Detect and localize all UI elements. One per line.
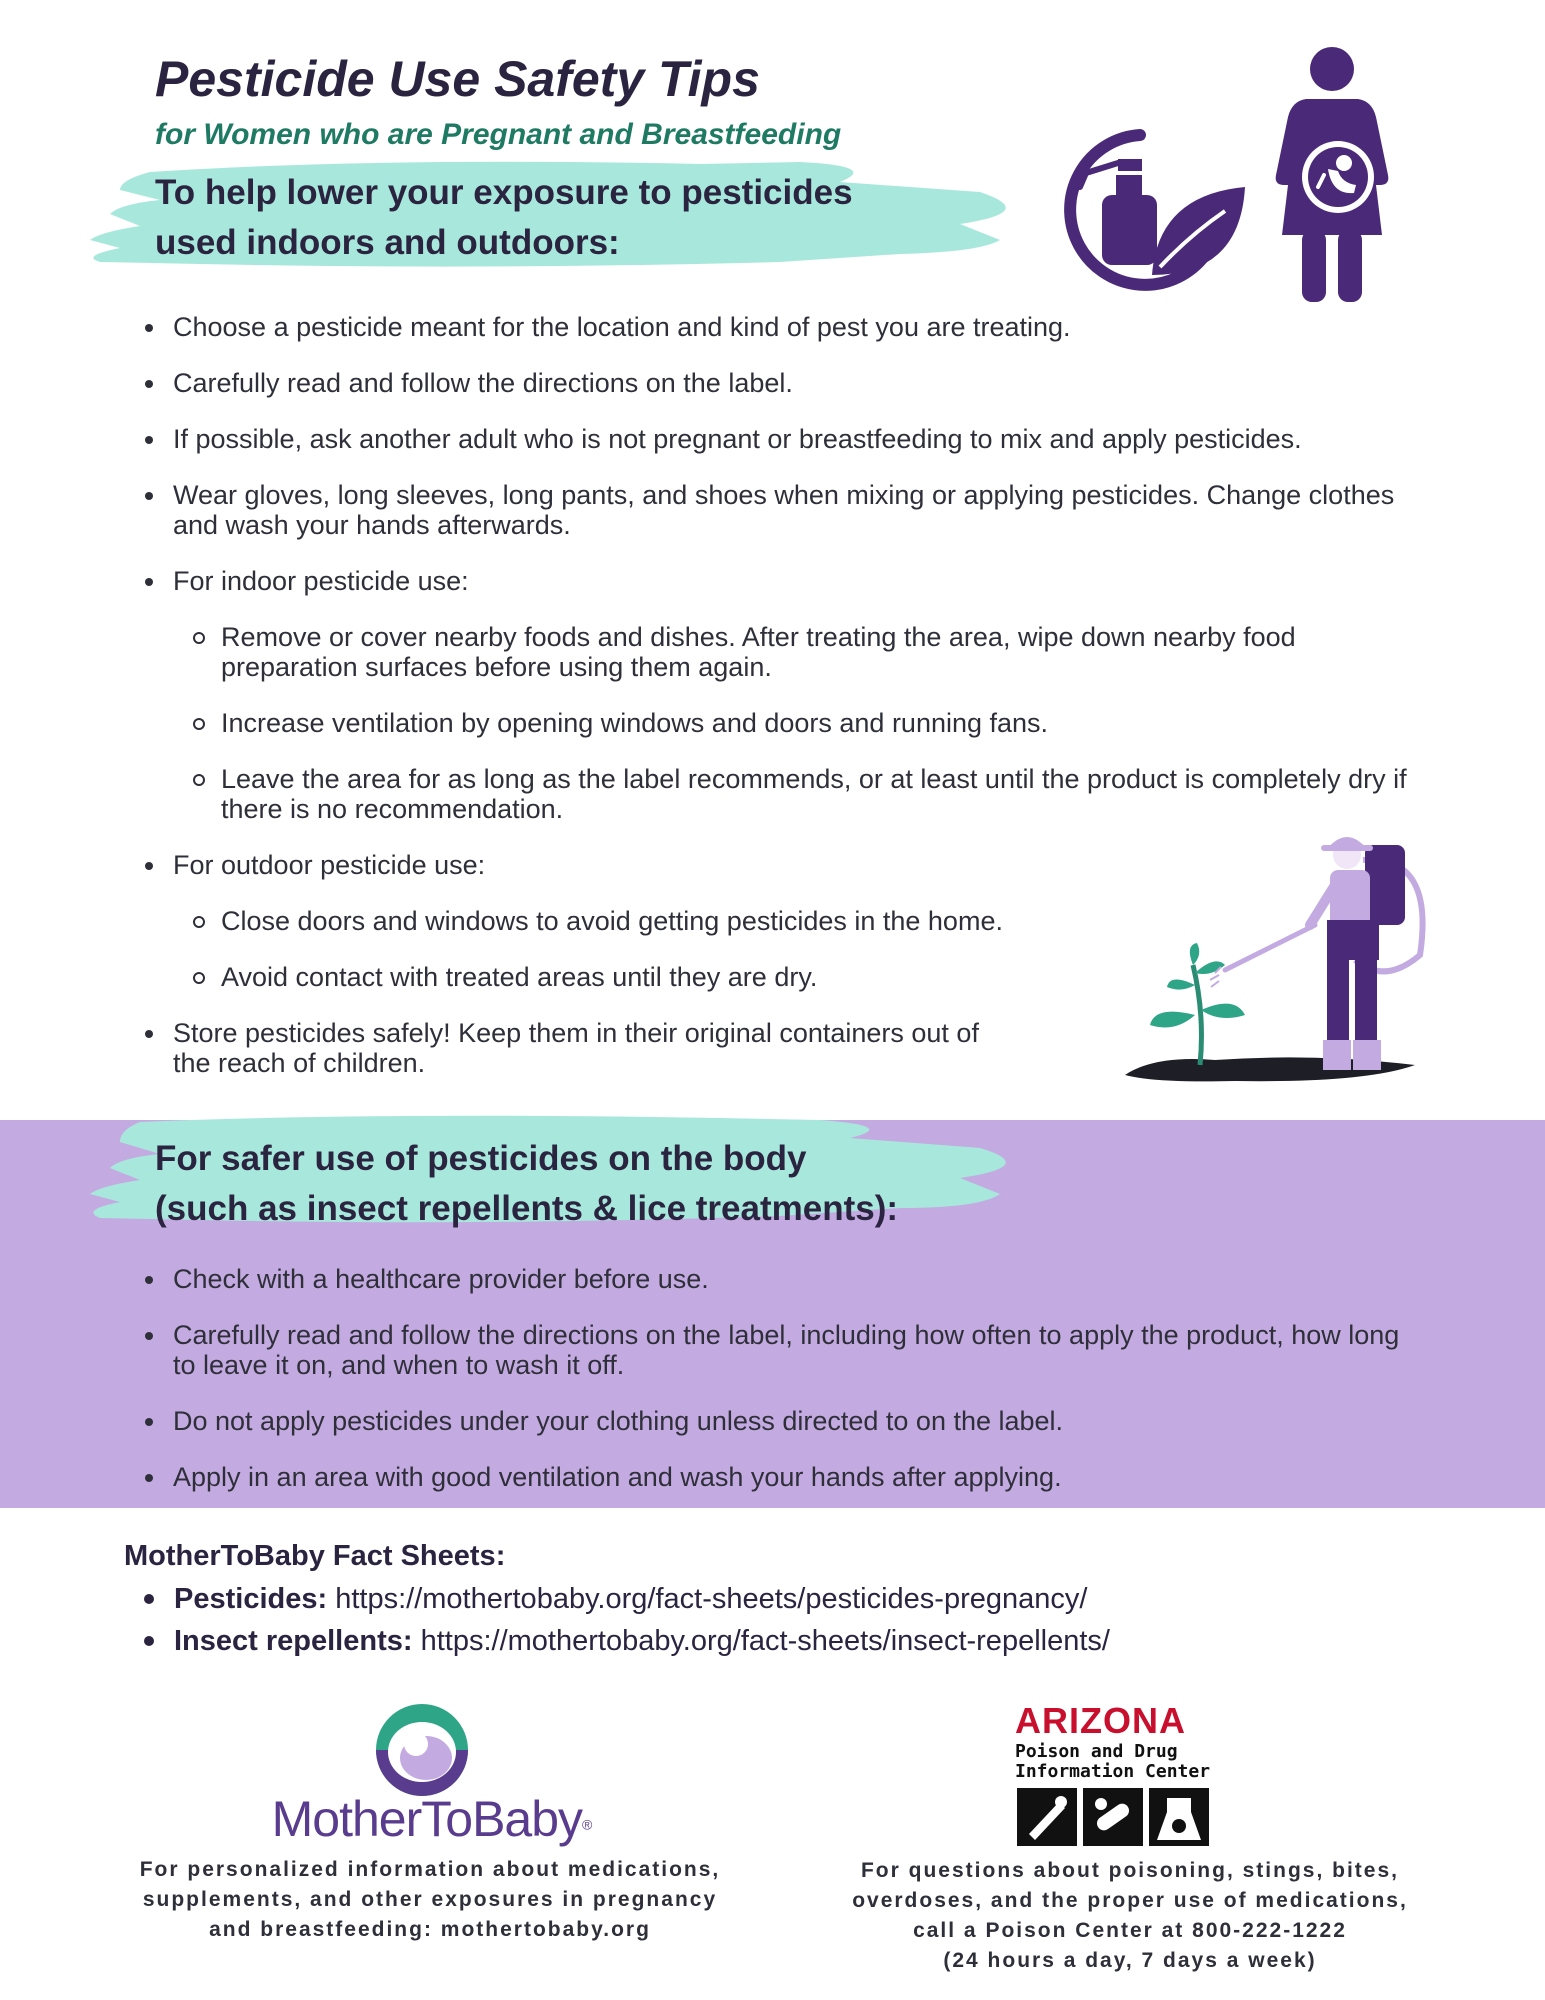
list-item: Do not apply pesticides under your clothing unless directed to on the label. — [155, 1406, 1415, 1436]
mothertobaby-info — [110, 1855, 750, 1945]
fact-sheets-heading: MotherToBaby Fact Sheets: — [124, 1540, 506, 1572]
mtb-line: supplements, and other exposures in pregnancy — [142, 1888, 718, 1911]
sub-list-item: Close doors and windows to avoid getting pesticides in the home. — [205, 906, 1425, 936]
section2-heading-line2: (such as insect repellents & lice treatments): — [155, 1189, 899, 1228]
fact-sheets-list — [142, 1578, 1110, 1662]
section2-list — [155, 1264, 1415, 1518]
farmer-spraying-illustration — [1115, 815, 1435, 1090]
az-line: (24 hours a day, 7 days a week) — [943, 1949, 1317, 1972]
list-item: Apply in an area with good ventilation and wash your hands after applying. — [155, 1462, 1415, 1492]
page-title: Pesticide Use Safety Tips — [155, 51, 760, 107]
spray-bottle-leaf-icon — [1040, 125, 1250, 295]
section2-heading-line1: For safer use of pesticides on the body — [155, 1139, 807, 1178]
arizona-sub1: Poison and Drug — [1015, 1741, 1178, 1762]
sub-list-item: Avoid contact with treated areas until they are dry. — [205, 962, 1425, 992]
az-line: call a Poison Center at 800-222-1222 — [913, 1919, 1347, 1942]
page-subtitle: for Women who are Pregnant and Breastfeeding — [155, 118, 842, 151]
poison-hazard-icons — [1015, 1788, 1211, 1848]
section1-heading-line2: used indoors and outdoors: — [155, 223, 620, 262]
fact-sheet-link[interactable]: https://mothertobaby.org/fact-sheets/insect-repellents/ — [420, 1625, 1110, 1657]
mtb-line: and breastfeeding: mothertobaby.org — [209, 1918, 651, 1941]
registered-mark: ® — [582, 1816, 593, 1833]
arizona-poison-center-logo — [1015, 1700, 1235, 1853]
sub-list-item: Remove or cover nearby foods and dishes. After treating the area, wipe down nearby food preparation surfaces before using them again. — [205, 622, 1425, 682]
list-item: If possible, ask another adult who is not pregnant or breastfeeding to mix and apply pesticides. — [155, 424, 1425, 454]
fact-sheet-item — [142, 1578, 1110, 1620]
section1-heading-line1: To help lower your exposure to pesticides — [155, 173, 853, 212]
outdoor-label: For outdoor pesticide use: — [173, 850, 486, 880]
mothertobaby-wordmark — [262, 1790, 602, 1848]
fact-sheet-label: Pesticides: — [174, 1583, 328, 1615]
fact-sheet-item — [142, 1620, 1110, 1662]
list-item-indoor — [155, 566, 1425, 824]
pregnant-woman-icon — [1272, 45, 1392, 307]
section2-heading — [155, 1134, 898, 1234]
section1-heading — [155, 168, 853, 268]
arizona-title: ARIZONA — [1015, 1700, 1186, 1741]
arizona-sub2: Information Center — [1015, 1761, 1211, 1782]
list-item: Carefully read and follow the directions on the label. — [155, 368, 1425, 398]
az-line: For questions about poisoning, stings, bites, — [860, 1859, 1399, 1882]
indoor-label: For indoor pesticide use: — [173, 566, 469, 596]
fact-sheet-link[interactable]: https://mothertobaby.org/fact-sheets/pesticides-pregnancy/ — [335, 1583, 1088, 1615]
list-item: Check with a healthcare provider before use. — [155, 1264, 1415, 1294]
list-item: Store pesticides safely! Keep them in their original containers out of the reach of children. — [155, 1018, 1023, 1078]
sub-list-item: Leave the area for as long as the label recommends, or at least until the product is completely dry if there is no recommendation. — [205, 764, 1425, 824]
mothertobaby-name: MotherToBaby — [271, 1791, 583, 1847]
list-item: Choose a pesticide meant for the location and kind of pest you are treating. — [155, 312, 1425, 342]
list-item: Carefully read and follow the directions on the label, including how often to apply the product, how long to leave it on, and when to wash it off. — [155, 1320, 1415, 1380]
list-item: Wear gloves, long sleeves, long pants, and shoes when mixing or applying pesticides. Change clothes and wash your hands afterwards. — [155, 480, 1425, 540]
sub-list-item: Increase ventilation by opening windows and doors and running fans. — [205, 708, 1425, 738]
fact-sheet-label: Insect repellents: — [174, 1625, 413, 1657]
poison-center-info — [800, 1856, 1460, 1976]
mothertobaby-logo-icon — [372, 1700, 472, 1800]
indoor-sublist — [205, 622, 1425, 824]
az-line: overdoses, and the proper use of medications, — [852, 1889, 1408, 1912]
mtb-line: For personalized information about medications, — [139, 1858, 721, 1881]
